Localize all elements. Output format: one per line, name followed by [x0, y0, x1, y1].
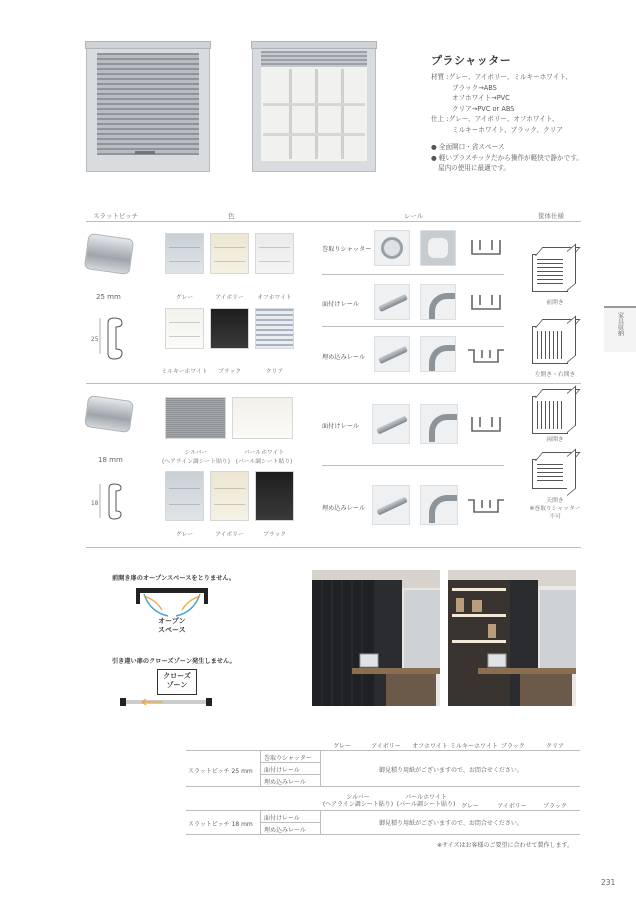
side-tab: 家具収納 [604, 306, 636, 352]
surface-rail-section-18 [468, 413, 504, 435]
surface-rail-corner-photo-18 [420, 404, 458, 444]
swatch-gray-18 [165, 471, 204, 521]
t2-col-ivory: アイボリー [497, 803, 527, 810]
swatch-label-ivory-18: アイボリー [215, 532, 244, 538]
t1-sub-surface-rail: 面付けレール [264, 767, 300, 774]
room-photo-open [448, 570, 576, 706]
surface-rail-section-25 [468, 291, 504, 313]
finish-spec: 仕上 :グレー、アイボリー、オフホワイト、 ミルキーホワイト、ブラック、クリア [431, 115, 563, 134]
swatch-label-gray-18: グレー [175, 532, 194, 538]
embedded-rail-corner-photo-25 [420, 336, 456, 372]
swatch-ivory-18 [210, 471, 249, 521]
diagram2-title: 引き違い扉のクローズゾーン発生しません。 [112, 658, 236, 665]
swatch-gray [165, 233, 204, 274]
slat-18mm-label: 18 mm [98, 456, 123, 464]
swatch-offwhite [255, 233, 294, 274]
close-zone-diagram [118, 694, 214, 708]
slat-18mm-profile-diagram [92, 478, 136, 528]
t1-col-black: ブラック [501, 743, 525, 750]
swatch-label-black: ブラック [217, 369, 242, 375]
t2-col-pearl-white: パールホワイト (パール調シート貼り) [396, 794, 456, 808]
t2-col-silver: シルバー (ヘアライン調シート貼り) [322, 794, 394, 808]
close-zone-label: クローズ ゾーン [163, 672, 191, 689]
roll-shutter-part-photo-2 [420, 230, 456, 266]
swatch-label-ivory: アイボリー [215, 295, 244, 301]
swatch-ivory [210, 233, 249, 274]
t2-row-label: スラットピッチ 18 mm [188, 821, 253, 828]
rail-label-embedded-25: 埋め込みレール [322, 354, 366, 361]
surface-rail-photo-25 [374, 284, 410, 320]
t1-sub-roll-shutter: 巻取りシャッター [264, 755, 312, 762]
footnote: ※サイズはお客様のご要望に合わせて製作します。 [437, 842, 574, 849]
rail-label-surface-18: 面付けレール [322, 423, 360, 430]
embedded-rail-section-25 [468, 344, 504, 366]
header-slat-pitch: スラットピッチ [93, 212, 139, 220]
header-divider [86, 221, 581, 222]
material-spec: 材質 :グレー、アイボリー、ミルキーホワイト、 ブラック→ABS オフホワイト→PVC クリア→PVC or ABS [431, 73, 572, 113]
cabinet-front-open-label: 前開き [546, 300, 564, 306]
t1-row-label: スラットピッチ 25 mm [188, 768, 253, 775]
swatch-black [210, 308, 249, 349]
t2-sub-surface-rail: 面付けレール [264, 815, 300, 822]
cabinet-top-open-icon [532, 459, 568, 489]
cabinet-double-open-label: 両開き [546, 437, 564, 443]
section-divider [86, 383, 581, 384]
slat-25mm-label: 25 mm [96, 293, 121, 301]
t1-col-milky-white: ミルキーホワイト [450, 743, 498, 750]
rail-label-embedded-18: 埋め込みレール [322, 505, 366, 512]
swatch-label-offwhite: オフホワイト [257, 295, 292, 301]
diagram1-title: 前開き扉のオープンスペースをとりません。 [112, 575, 236, 582]
swatch-label-pearl-white: パールホワイト (パール調シート貼り) [235, 450, 293, 465]
surface-rail-corner-photo-25 [420, 284, 456, 320]
header-cabinet: 筐体仕様 [538, 212, 564, 220]
t2-col-black: ブラック [543, 803, 567, 810]
swatch-milky-white [165, 308, 204, 349]
header-color: 色 [228, 212, 235, 220]
slat-25mm-profile-diagram [92, 312, 136, 362]
swatch-label-black-18: ブラック [262, 532, 287, 538]
slat-25mm-dim: 25 [91, 337, 99, 343]
embedded-rail-photo-18 [372, 485, 410, 525]
embedded-rail-photo-25 [374, 336, 410, 372]
roll-shutter-part-photo [374, 230, 410, 266]
cabinet-top-open-label: 天開き ※巻取りシャッター 不可 [529, 498, 581, 520]
swatch-silver [165, 397, 226, 439]
embedded-rail-section-18 [468, 494, 504, 516]
cabinet-side-open-label: 左開き・右開き [534, 372, 576, 378]
swatch-label-milky-white: ミルキーホワイト [161, 369, 208, 375]
slat-18mm-dim: 18 [91, 501, 99, 507]
t1-col-ivory: アイボリー [371, 743, 401, 750]
t1-col-offwhite: オフホワイト [412, 743, 448, 750]
swatch-label-gray: グレー [175, 295, 194, 301]
swatch-label-silver: シルバー (ヘアライン調シート貼り) [162, 450, 230, 465]
shutter-cabinet-closed-photo [86, 44, 210, 172]
slat-25mm-photo [84, 233, 135, 275]
t2-note: 御見積り用紙がございますので、お問合せください。 [379, 820, 523, 827]
t1-col-clear: クリア [545, 743, 564, 750]
shutter-cabinet-open-photo [252, 44, 376, 172]
open-space-label: オープン スペース [158, 617, 186, 634]
embedded-rail-corner-photo-18 [420, 485, 458, 525]
t1-sub-embedded-rail: 埋め込みレール [264, 779, 306, 786]
room-photo-closed [312, 570, 440, 706]
swatch-pearl-white [232, 397, 293, 439]
t1-note: 御見積り用紙がございますので、お問合せください。 [379, 767, 523, 774]
roll-shutter-rail-section [468, 236, 504, 258]
cabinet-side-open-icon [532, 326, 568, 364]
cabinet-double-open-icon [532, 396, 568, 434]
slat-18mm-photo [84, 395, 134, 433]
t2-sub-embedded-rail: 埋め込みレール [264, 827, 306, 834]
product-title: プラシャッター [431, 54, 512, 67]
feature-list: ● 全面開口・省スペース ● 軽いプラスチックだから操作が軽快で静かです。 屋内の使用に最適です。 [431, 143, 583, 172]
swatch-clear [255, 308, 294, 349]
header-rail: レール [404, 212, 424, 220]
surface-rail-photo-18 [372, 404, 410, 444]
cabinet-front-open-icon [532, 254, 568, 292]
swatch-black-18 [255, 471, 294, 521]
swatch-label-clear: クリア [265, 369, 284, 375]
rail-label-roll-shutter: 巻取りシャッター [322, 246, 372, 253]
page-number: 231 [601, 878, 616, 887]
rail-label-surface-25: 面付けレール [322, 301, 360, 308]
t2-col-gray: グレー [460, 803, 479, 810]
t1-col-gray: グレー [332, 743, 351, 750]
